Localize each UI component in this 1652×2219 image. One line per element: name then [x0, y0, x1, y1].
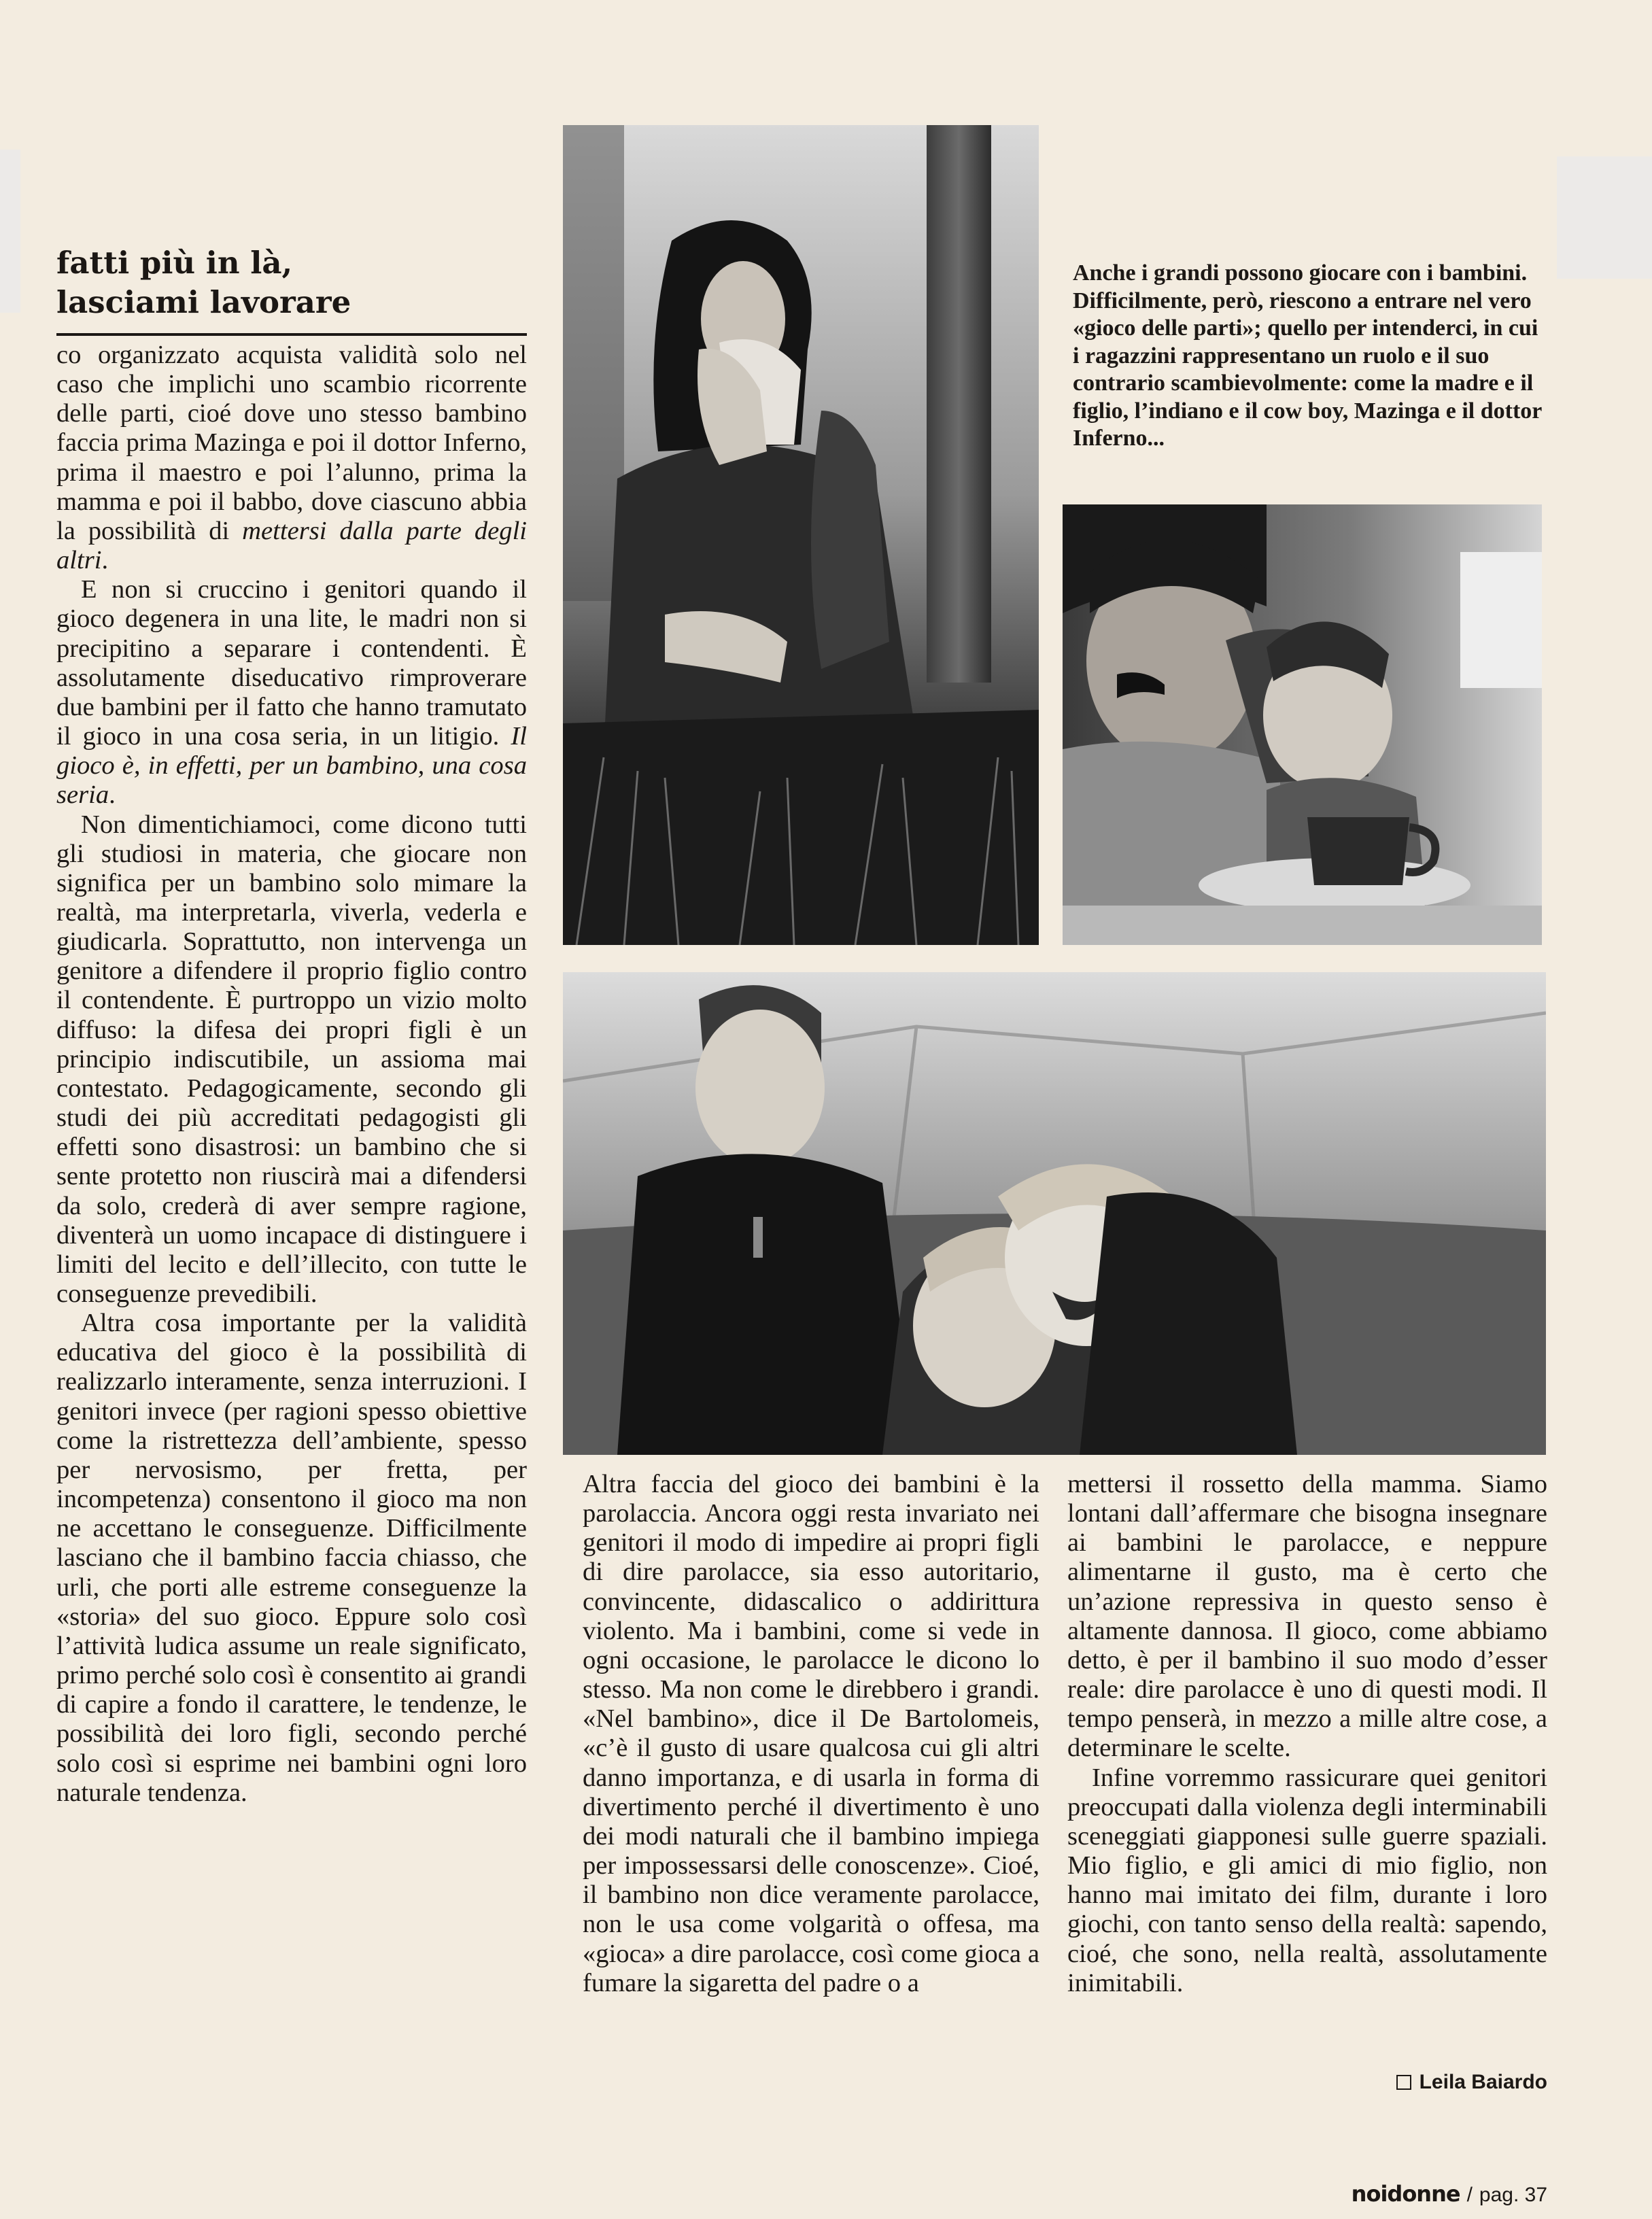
- photo-mother-and-two-children: [563, 972, 1546, 1455]
- text-run: E non si cruccino i genitori quando il gioco degenera in una lite, le madri non si precipitino a separare i contendenti. È assolutamente diseducativo rimproverare due bambini per il fatto che hanno tramutato il gioco in una cosa seria, in un litigio.: [56, 575, 527, 751]
- author-name: Leila Baiardo: [1419, 2071, 1547, 2093]
- paragraph: [56, 575, 527, 810]
- text-run: .: [109, 780, 116, 810]
- author-signature: [1396, 2071, 1547, 2094]
- photo-mother-and-two-children-image: [563, 972, 1546, 1455]
- photo-woman-hugging-child: [563, 125, 1039, 945]
- photo-caption: Anche i grandi possono giocare con i bambini. Difficilmente, però, riescono a entrare nel vero «gioco delle parti»; quello per intenderci, in cui i ragazzini rappresentano un ruolo e il suo contrario scambievolmente: come la madre e il figlio, l’indiano e il cow boy, Mazinga e il dottor Inferno...: [1073, 260, 1542, 451]
- photo-father-and-child: [1063, 504, 1542, 945]
- paragraph: Altra cosa importante per la validità educativa del gioco è la possibilità di realizzarlo interamente, senza interruzioni. I genitori invece (per ragioni spesso obiettive come la ristrettezza dell’ambiente, spesso per nervosismo, per fretta, per incompetenza) consentono il gioco ma non ne accettano le conseguenze. Difficilmente lasciano che il bambino faccia chiasso, che urli, che porti alle estreme conseguenze la «storia» del suo gioco. Eppure solo così l’attività ludica assume un reale significato, primo perché solo così è consentito ai grandi di capire a fondo il carattere, le tendenze, le possibilità dei loro figli, secondo perché solo così si esprime nei bambini ogni loro naturale tendenza.: [56, 1309, 527, 1807]
- kicker-line-2: lasciami lavorare: [56, 284, 351, 320]
- kicker-underline: [56, 333, 527, 336]
- article-column-1: [56, 341, 527, 1808]
- photo-father-and-child-image: [1063, 504, 1542, 945]
- article-column-2: [583, 1470, 1039, 1998]
- section-kicker: [56, 243, 526, 322]
- emphasis: mettersi dalla parte degli altri: [56, 516, 528, 575]
- emphasis: Il gioco è, in effetti, per un bambino, una cosa seria: [56, 722, 527, 810]
- page-footer: [1352, 2181, 1547, 2207]
- background-bleed: [0, 150, 20, 313]
- square-bullet-icon: [1396, 2075, 1411, 2090]
- article-column-3: [1067, 1470, 1547, 1998]
- paragraph: mettersi il rossetto della mamma. Siamo lontani dall’affermare che bisogna insegnare ai bambini le parolacce, e neppure alimentarne il gusto, ma è certo che un’azione repressiva in questo senso è altamente dannosa. Il gioco, come abbiamo detto, è per il bambino il suo modo d’esser reale: dire parolacce è uno di questi modi. Il tempo penserà, in mezzo a mille altre cose, a determinare le scelte.: [1067, 1470, 1547, 1763]
- paragraph: Altra faccia del gioco dei bambini è la parolaccia. Ancora oggi resta invariato nei genitori il modo di impedire ai propri figli di dire parolacce, sia esso autoritario, convincente, didascalico o addirittura violento. Ma i bambini, come si vede in ogni occasione, le parolacce le dicono lo stesso. Ma non come le direbbero i grandi. «Nel bambino», dice il De Bartolomeis, «c’è il gusto di usare qualcosa cui gli altri danno importanza, e di usarla in forma di divertimento perché il divertimento è uno dei modi naturali che il bambino impiega per impossessarsi delle conoscenze». Cioé, il bambino non dice veramente parolacce, non le usa come volgarità o offesa, ma «gioca» a dire parolacce, così come gioca a fumare la sigaretta del padre o a: [583, 1470, 1039, 1997]
- footer-separator: /: [1466, 2184, 1473, 2206]
- text-run: .: [101, 546, 109, 575]
- magazine-brand: noidonne: [1351, 2181, 1460, 2207]
- paragraph: [56, 341, 527, 575]
- kicker-line-1: fatti più in là,: [56, 245, 293, 281]
- paragraph: Infine vorremmo rassicurare quei genitori preoccupati dalla violenza degli interminabili sceneggiati giapponesi sulle guerre spaziali. Mio figlio, e gli amici di mio figlio, non hanno mai imitato dei film, durante i loro giochi, con tanto senso della realtà: sapendo, cioé, che sono, nella realtà, assolutamente inimitabili.: [1067, 1763, 1547, 1997]
- page-number: pag. 37: [1479, 2184, 1547, 2206]
- photo-woman-hugging-child-image: [563, 125, 1039, 945]
- text-run: co organizzato acquista validità solo nel caso che implichi uno scambio ricorrente delle parti, cioé dove uno stesso bambino faccia prima Mazinga e poi il dottor Inferno, prima il maestro e poi l’alunno, prima la mamma e poi il babbo, dove ciascuno abbia la possibilità di: [56, 341, 527, 545]
- background-bleed: [1557, 156, 1652, 279]
- paragraph: Non dimentichiamoci, come dicono tutti gli studiosi in materia, che giocare non significa per un bambino solo mimare la realtà, ma interpretarla, viverla, vederla e giudicarla. Soprattutto, non intervenga un genitore a difendere il proprio figlio contro il contendente. È purtroppo un vizio molto diffuso: la difesa dei propri figli è un principio indiscutibile, un assioma mai contestato. Pedagogicamente, secondo gli studi dei più accreditati pedagogisti gli effetti sono disastrosi: un bambino che si sente protetto non riuscirà mai a difendersi da solo, crederà di aver sempre ragione, diventerà un uomo incapace di distinguere i limiti del lecito e dell’illecito, con tutte le conseguenze prevedibili.: [56, 810, 527, 1308]
